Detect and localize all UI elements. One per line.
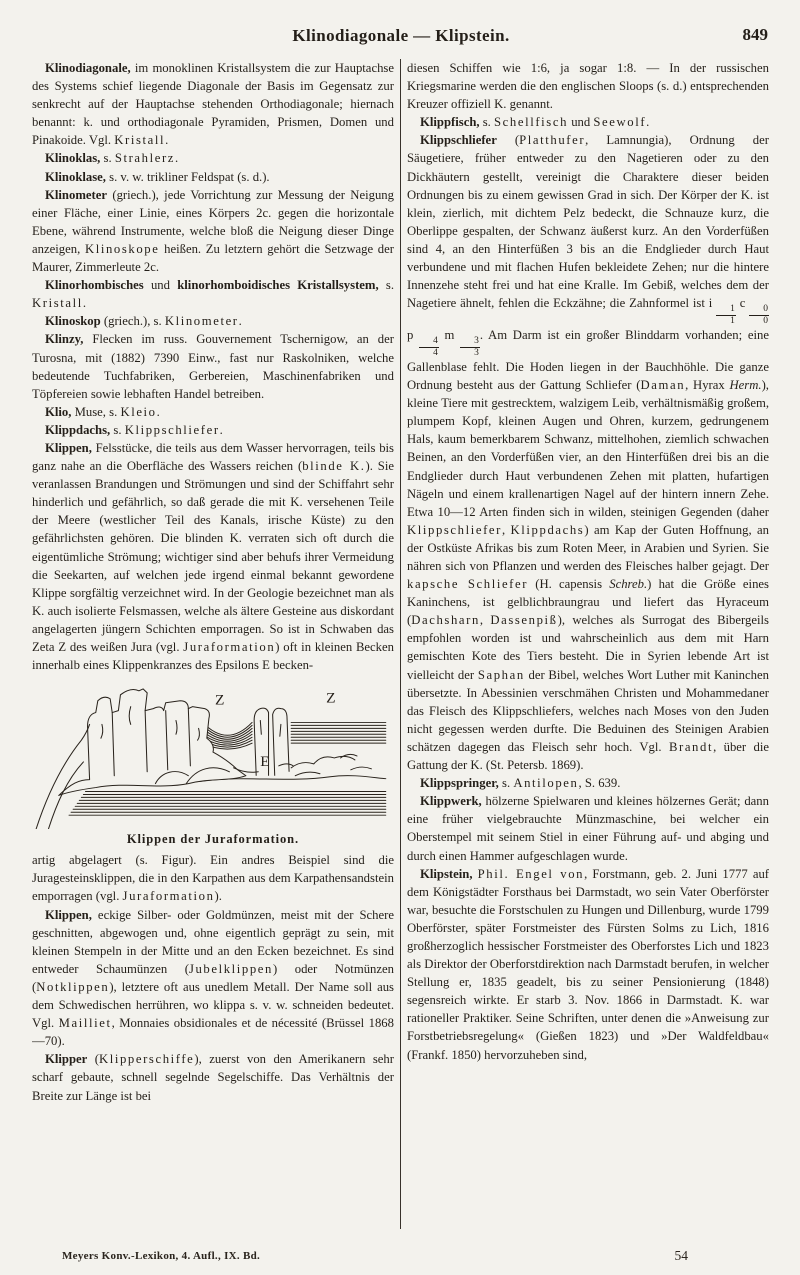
text-run: Flecken im russ. Gouvernement Tschernigow, an der Turosna, mit (1882) 7390 Einw., fast nur Raskolniken, welche bedeutende Tuchfabriken, Gerbereien, Maschinenfabriken und Töpfereien sowie lebhaften Handel betreiben.: [32, 332, 394, 401]
spaced-term: Seewolf: [593, 115, 647, 130]
spaced-term: Notklippen: [36, 979, 110, 994]
entry-paragraph: [407, 774, 769, 792]
text-run: s. v. w. trikliner Feldspat (s. d.).: [105, 169, 270, 184]
latin-term: Schreb.: [609, 577, 648, 592]
tooth-formula-fraction: $\frac{3}{3}$: [460, 336, 480, 358]
spaced-term: Jubelklippen: [188, 961, 273, 976]
spaced-term: Juraformation: [122, 889, 215, 904]
text-run: , Hyrax: [685, 378, 730, 393]
text-run: ), kleine Tiere mit gestrecktem, walzigem Leib, verhältnismäßig großem, plumpem Kopf, kleinen Augen und Ohren, kurzem, gedrungenem Hals, kaum bemerkbarem Schwanz, mittelhohen, ziemlich schwachen Beinen, an den Vorderfüßen vier, an den Hinterfüßen drei bis an die Endglieder durch Haut verbundenen Zehen mit platten, hufartigen Nägeln und einem krallenartigen Nagel auf der hintern innern Zehe. Etwa 10—12 Arten finden sich in wilden, steinigen Gegenden (daher: [407, 378, 769, 519]
spaced-term: blinde K.: [302, 459, 366, 474]
text-run: ) oder Notmünzen (: [32, 961, 394, 994]
spaced-term: Strahlerz: [114, 151, 176, 166]
text-run: .: [165, 133, 169, 148]
spaced-term: Juraformation: [183, 640, 276, 654]
text-run: s.: [100, 151, 115, 166]
text-run: s.: [110, 422, 125, 437]
entry-paragraph: [32, 851, 394, 905]
text-run: ,: [479, 613, 491, 628]
running-head: [32, 26, 770, 46]
text-run: ,: [501, 522, 511, 537]
text-run: artig abgelagert (s. Figur). Ein andres Beispiel sind die Juragesteinsklippen, die in den Karpathen aus dem Karpathensandstein emporragen (vgl.: [32, 853, 394, 904]
text-run: ), letztere oft aus unedlem Metall. Der Name soll aus dem Schwedischen herrühren, wo klippa s. v. w. schneiden bedeutet. Vgl.: [32, 979, 394, 1031]
text-run: Muse, s.: [71, 404, 121, 419]
text-run: ) hat die Größe eines Kaninchens, ist gelblichbraungrau und liefert das Hyraceum (: [407, 577, 769, 628]
page-title: Klinodiagonale — Klipstein.: [292, 26, 510, 45]
entry-paragraph: [407, 865, 769, 1064]
entry-headword: Klinzy,: [45, 332, 84, 347]
tooth-formula-fraction: $\frac{1}{1}$: [716, 304, 736, 326]
entry-paragraph: [32, 186, 394, 276]
spaced-term: Klipperschiffe: [98, 1052, 195, 1067]
entry-paragraph: [32, 59, 394, 149]
entry-headword: Klipper: [45, 1052, 88, 1067]
text-run: p: [407, 328, 420, 343]
spaced-term: Saphan: [477, 667, 525, 682]
text-run: ).: [214, 889, 222, 904]
entry-headword: Klippspringer,: [420, 776, 499, 791]
entry-paragraph: [32, 906, 394, 1051]
text-run: der Bibel, welches Wort Luther mit Kaninchen übersetzte. In Abessinien verschmähen Christen und Mohammedaner das Fleisch des Klippschliefers, welches nach Moses von den Juden nicht gegessen werden durfte. Die Beduinen des Steinigen Arabien schätzen dagegen das Fleisch sehr hoch. Vgl.: [407, 667, 769, 754]
entry-headword: Klippdachs,: [45, 422, 111, 437]
text-run: , Monnaies obsidionales et de nécessité (Brüssel 1868—70).: [32, 1016, 394, 1049]
entry-headword: Klinodiagonale,: [45, 61, 131, 75]
entry-headword: Klinoklase,: [45, 169, 106, 184]
entry-headword: Klinorhombisches: [45, 278, 144, 293]
spaced-term: Klinometer: [164, 314, 239, 329]
entry-headword: Klinometer: [45, 187, 108, 202]
text-run: .: [175, 151, 179, 166]
spaced-term: Dassenpiß: [490, 613, 558, 628]
spaced-term: Klippdachs: [510, 522, 585, 537]
text-run: s.: [378, 278, 394, 293]
column-divider-rule: [400, 59, 401, 1229]
text-run: .: [238, 314, 242, 329]
text-run: . Am Darm ist ein großer Blinddarm vorhanden; eine Gallenblase fehlt. Die Hoden liegen in der Bauchhöhle. Die ganze Ordnung besteht aus der Gattung Schliefer (: [407, 328, 769, 393]
entry-headword: Klippen,: [45, 907, 92, 922]
figure-label-e: E: [260, 754, 270, 770]
entry-paragraph: [32, 312, 394, 330]
spaced-term: Kleio: [120, 404, 157, 419]
entry-headword: Klippen,: [45, 440, 92, 455]
spaced-term: Kristall: [32, 296, 83, 311]
figure-caption: Klippen der Juraformation.: [126, 832, 300, 847]
spaced-term: Brandt: [668, 739, 714, 754]
text-run: im monoklinen Kristallsystem die zur Hauptachse des Systems schief liegende Diagonale der Basis im Gegensatz zur senkrecht auf der Hauptachse stehenden Orthodiagonale; hiernach benannt: k. und orthodiagonale Pyramiden, Prismen, Domen und Pinakoide. Vgl.: [32, 61, 394, 148]
text-run: hölzerne Spielwaren und kleines hölzernes Gerät; dann eine früher vielgebrauchte Münzmaschine, bei welcher ein Oberstempel mit seinem Stiel in einer Führung auf- und abging und durch einen Hammer aufgeschlagen wurde.: [407, 794, 769, 863]
text-run: s.: [479, 115, 495, 130]
figure-label-z2: Z: [326, 691, 336, 707]
juraformation-illustration: [32, 681, 394, 829]
entry-paragraph: [32, 330, 394, 402]
text-run: heißen. Zu letztern gehört die Setzwage der Maurer, Zimmerleute 2c.: [32, 241, 394, 275]
text-run: eckige Silber- oder Goldmünzen, meist mit der Schere geschnitten, abgewogen und, ohne eigentlich geprägt zu sein, mit kleinen Stempeln in der Mitte und an den Ecken bezeichnet. Es sind entweder Schaumünzen (: [32, 907, 394, 976]
footer-imprint: Meyers Konv.-Lexikon, 4. Aufl., IX. Bd.: [62, 1250, 261, 1262]
entry-headword: Klippwerk,: [420, 794, 482, 809]
text-run: (H. capensis: [528, 577, 610, 592]
right-column: [407, 59, 769, 1235]
text-run: und: [143, 278, 178, 293]
entry-paragraph: [407, 59, 769, 113]
two-column-layout: [32, 59, 770, 1235]
text-run: , Lamnungia), Ordnung der Säugetiere, früher entweder zu den Nagetieren oder zu den Dickhäutern gestellt, vereinigt die Charaktere dieser beiden Ordnungen bis zu einem gewissen Grad in sich. Der Körper der K. ist klein, zierlich, mit dichtem Pelz bedeckt, die Schnauze kurz, die Oberlippe gespalten, der Schwanz äußerst kurz. An den Vorderfüßen sind 4, an den Hinterfüßen 3 bis an die Endglieder durch Haut verbundene und mit flachen Hufen bekleidete Zehen; nur die hintere Innenzehe steht frei und hat eine Kralle. Im Gebiß, welches dem der Nagetiere ähnelt, fehlen die Eckzähne; die Zahnformel ist i: [407, 133, 769, 311]
signature-number: 54: [674, 1248, 688, 1263]
text-run: .: [646, 115, 650, 130]
text-run: Felsstücke, die teils aus dem Wasser hervorragen, teils bis ganz nahe an die Oberfläche des Wassers reichen (: [32, 440, 394, 474]
entry-headword: Klio,: [45, 404, 72, 419]
tooth-formula-fraction: $\frac{0}{0}$: [749, 304, 769, 326]
entry-paragraph: [32, 149, 394, 167]
page-number: 849: [742, 25, 768, 44]
text-run: diesen Schiffen wie 1:6, ja sogar 1:8. — In der russischen Kriegsmarine werden die den englischen Sloops (s. d.) entsprechenden Kreuzer offiziell K. genannt.: [407, 61, 769, 112]
spaced-term: Kristall: [114, 133, 166, 148]
entry-paragraph: [32, 439, 394, 674]
spaced-term: Dachsharn: [411, 613, 480, 628]
spaced-term: Klippschliefer: [124, 422, 220, 437]
text-run: (griech.), s.: [100, 314, 165, 329]
entry-paragraph: [32, 276, 394, 312]
spaced-term: Phil. Engel von: [477, 866, 585, 881]
text-run: m: [438, 328, 461, 343]
entry-paragraph: [32, 403, 394, 421]
text-run: ), zuerst von den Amerikanern sehr scharf gebaute, schnell segelnde Segelschiffe. Das Verhältnis der Breite zur Länge ist bei: [32, 1052, 394, 1103]
entry-headword: Klinoskop: [45, 314, 101, 329]
entry-headword: klinorhomboidisches Kristallsystem,: [177, 278, 379, 293]
text-run: c: [735, 296, 750, 311]
entry-headword: Klippschliefer: [420, 133, 497, 148]
spaced-term: kapsche Schliefer: [407, 577, 529, 592]
entry-paragraph: [407, 131, 769, 774]
figure-label-z1: Z: [215, 693, 225, 709]
spaced-term: Daman: [640, 378, 686, 393]
text-run: , S. 639.: [578, 776, 621, 791]
text-run: (: [496, 133, 520, 148]
text-run: .: [219, 422, 223, 437]
text-run: ) oft in kleinen Becken innerhalb eines Klippenkranzes des Epsilons E becken-: [32, 640, 394, 673]
entry-headword: Klinoklas,: [45, 151, 101, 166]
spaced-term: Antilopen: [513, 776, 579, 791]
klippen-figure: [32, 681, 394, 848]
left-column: [32, 59, 394, 1235]
entry-headword: Klippfisch,: [420, 115, 480, 130]
latin-term: Herm.: [729, 378, 762, 393]
text-run: s.: [498, 776, 514, 791]
spaced-term: Platthufer: [519, 133, 586, 148]
entry-paragraph: [32, 168, 394, 186]
spaced-term: Klippschliefer: [407, 522, 502, 537]
text-run: (griech.), jede Vorrichtung zur Messung der Neigung einer Fläche, einer Linie, eines Körpers 2c. gegen die horizontale Ebene, während Instrumente, welche bloß die Neigung dieser Dinge anzeigen,: [32, 187, 394, 256]
text-run: , über die Gattung der K. (St. Petersb. 1869).: [407, 739, 769, 773]
text-run: .: [82, 296, 87, 311]
text-run: ) am Kap der Guten Hoffnung, an der Ostküste Afrikas bis zum Roten Meer, in Arabien und Syrien. Sie nähren sich von Pflanzen und werden des Fleisches halber gejagt. Der: [407, 522, 769, 573]
entry-paragraph: [407, 113, 769, 131]
entry-paragraph: [32, 1050, 394, 1104]
text-run: ). Sie veranlassen Brandungen und Strömungen und sind der Schiffahrt sehr hinderlich und gefährlich, so daß gerade die mit K. versehenen Teile der Meere (westlicher Teil des Kanals, irische Küste) zu den gefährlichsten gehören. Die blinden K. verraten sich oft durch die eigentümliche Strömung; wichtiger sind aber behufs ihrer Vermeidung die Seekarten, auf welchen jede irgend einmal bekannt gewordene Klippe sorgfältig verzeichnet wird. In der Geologie bezeichnet man als K. auch isolierte Felsmassen, welche als ältere Gesteine aus diskordant angelagerten jüngern Schichten emporragen. So ist in Schwaben das Zeta Z des weißen Jura (vgl.: [32, 459, 394, 654]
entry-paragraph: [407, 792, 769, 864]
text-run: , Forstmann, geb. 2. Juni 1777 auf dem Königstädter Forsthaus bei Darmstadt, wo sein Vater Oberförster war, besuchte die Forstschulen zu Hungen und Dillenburg, wurde 1799 Oberförster, später Forstmeister des Fürsten Solms zu Lich, 1816 großherzoglich hessischer Forstmeister des Oberforstes Lich und 1823 als Direktor der Oberforstdirektion nach Darmstadt berufen, in welcher Stellung er, 1835 geadelt, bis zu seiner Pensionierung (1848) segensreich wirkte. Er starb 3. Nov. 1866 in Darmstadt. K. war rationeller Praktiker. Seine Schriften, unter denen die »Anweisung zur Forstbetriebsregelung« (Gießen 1823) und »Der Waldfeldbau« (Frankf. 1850) hervorzuheben sind,: [407, 866, 769, 1062]
entry-paragraph: [32, 421, 394, 439]
text-run: .: [156, 404, 160, 419]
entry-headword: Klipstein,: [420, 866, 473, 881]
text-run: und: [568, 115, 594, 130]
text-run: (: [87, 1052, 99, 1067]
spaced-term: Klinoskope: [84, 241, 160, 256]
text-run: ), welches als Surrogat des Bibergeils empfohlen worden ist und wahrscheinlich aus dem mit Harn gemischten Kote des Tiers besteht. Die in Syrien lebende Art ist vielleicht der: [407, 613, 769, 682]
spaced-term: Schellfisch: [494, 115, 569, 130]
spaced-term: Mailliet: [58, 1016, 112, 1031]
page-footer: [0, 1250, 800, 1262]
tooth-formula-fraction: $\frac{4}{4}$: [419, 336, 439, 358]
